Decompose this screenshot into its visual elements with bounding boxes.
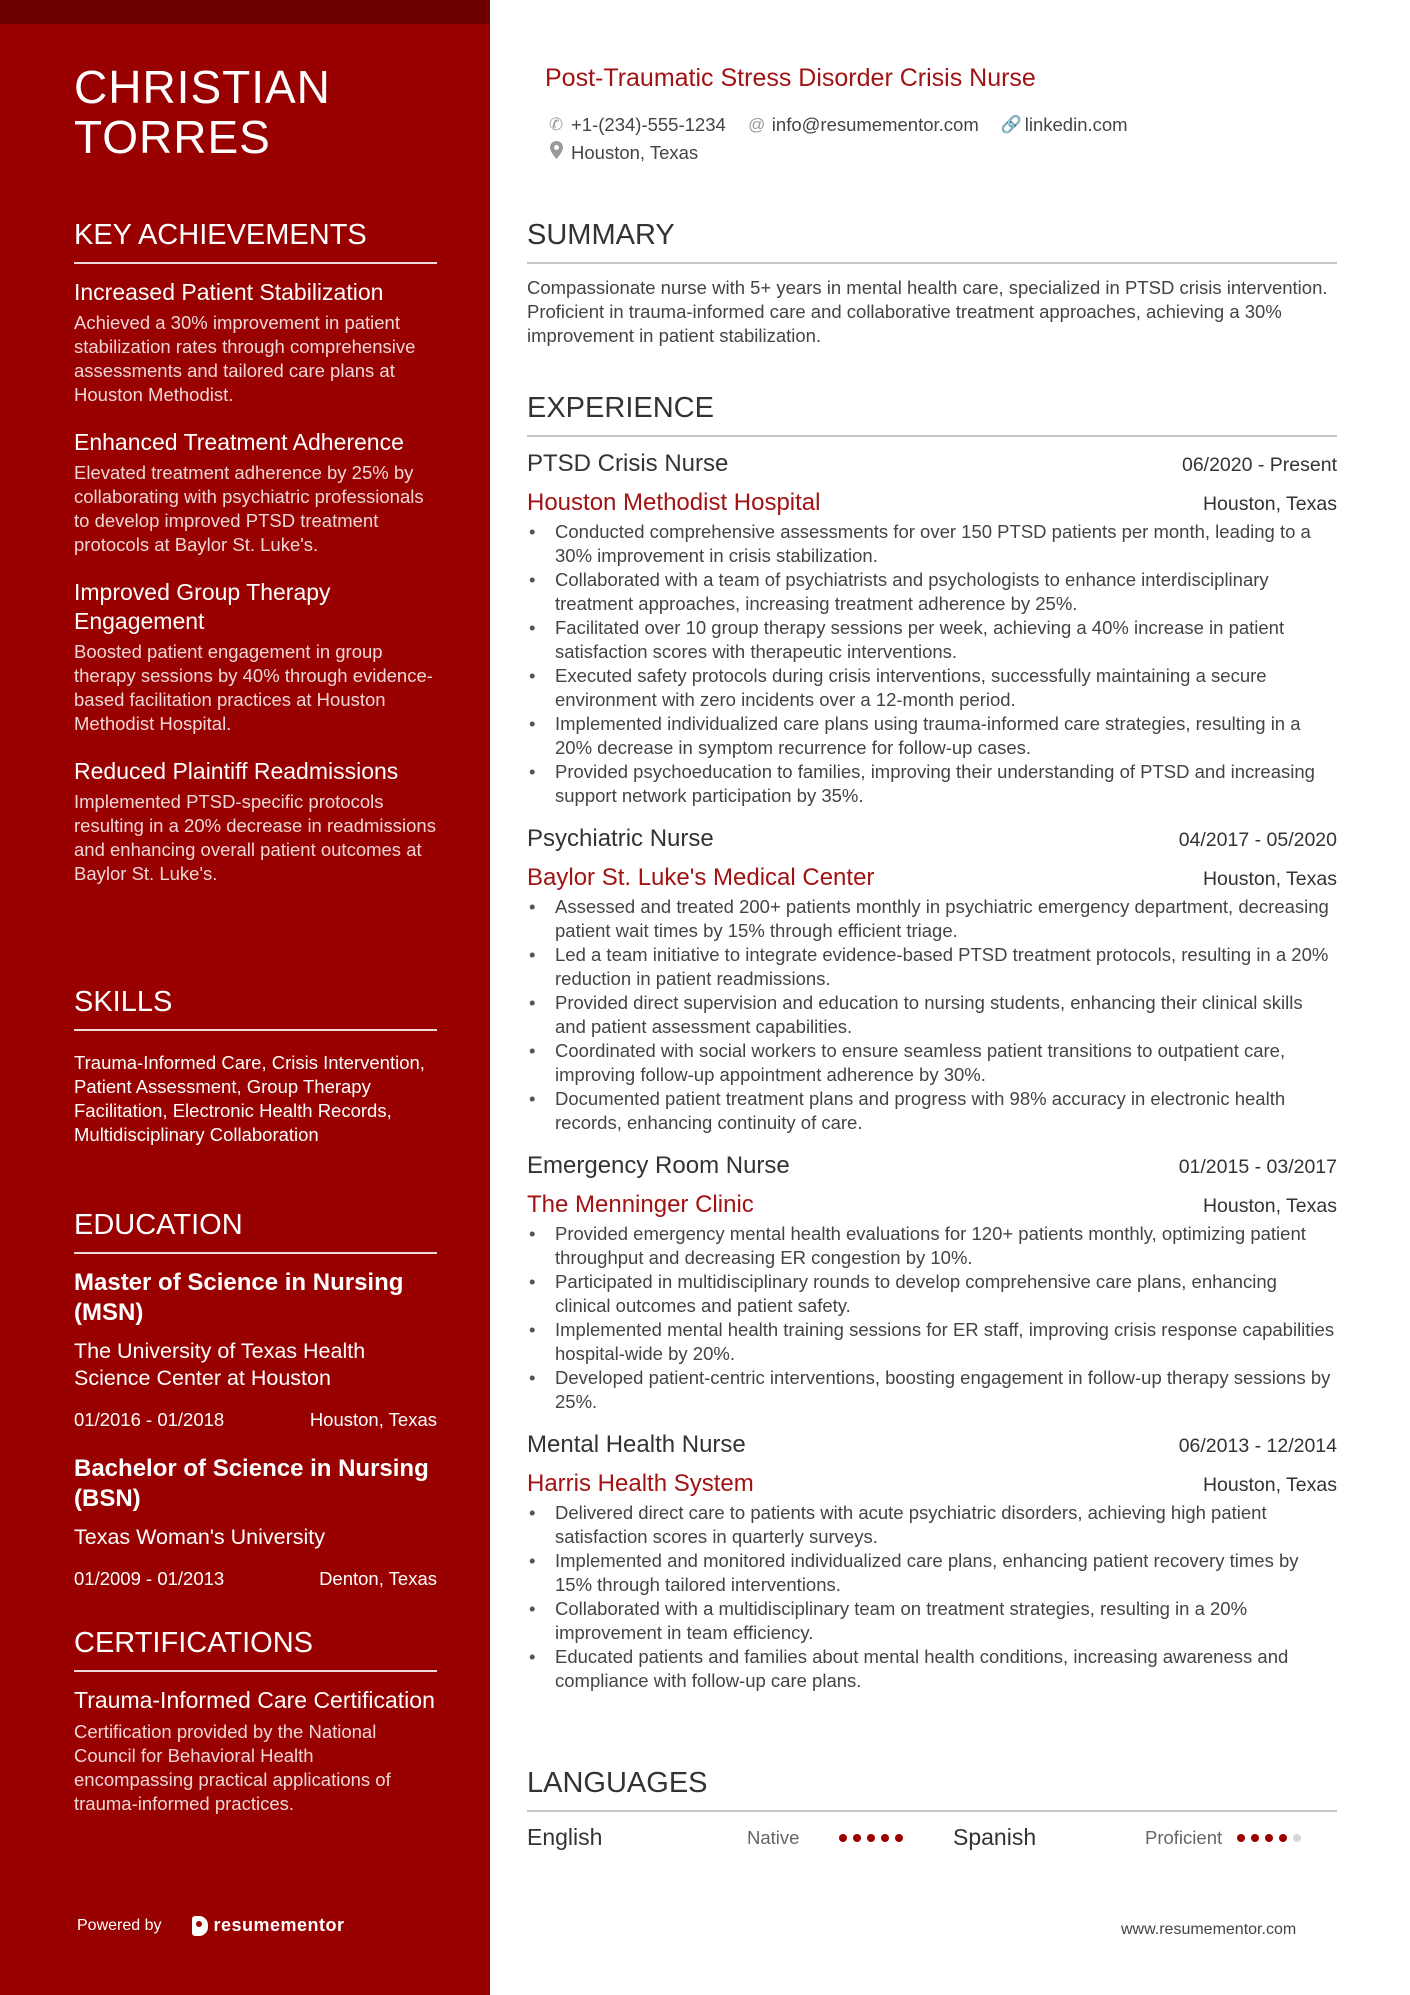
skills-title: SKILLS [74, 985, 437, 1031]
language-level: Proficient [1145, 1826, 1223, 1848]
rating-dot-empty [1293, 1834, 1301, 1842]
powered-by-label: Powered by [77, 1916, 162, 1934]
achievement-title: Reduced Plaintiff Readmissions [74, 758, 399, 784]
job-bullets [527, 520, 1337, 808]
link-icon: 🔗 [1000, 115, 1022, 134]
achievement-description: Elevated treatment adherence by 25% by collaborating with psychiatric professionals to develop improved PTSD treatment protocols at Baylor St. Luke's. [74, 462, 424, 555]
job-header [527, 824, 1337, 854]
education-location: Houston, Texas [309, 1409, 437, 1430]
experience-section [527, 391, 1337, 1709]
resumementor-logo-icon [192, 1916, 208, 1936]
achievement-description: Achieved a 30% improvement in patient stabilization rates through comprehensive assessments and tailored care plans at Houston Methodist. [74, 312, 416, 405]
rating-dot-filled [881, 1834, 889, 1842]
skills-section [74, 985, 437, 1147]
contact-phone[interactable] [547, 114, 726, 136]
job-subheader [527, 488, 1337, 518]
job-header [527, 449, 1337, 479]
job-bullet: • Documented patient treatment plans and progress with 98% accuracy in electronic health records, enhancing continuity of care. [527, 1087, 1337, 1135]
job-header [527, 1151, 1337, 1181]
phone-icon: ✆ [548, 115, 564, 134]
job-bullet: • Provided psychoeducation to families, improving their understanding of PTSD and increasing support network participation by 35%. [527, 760, 1337, 808]
job-bullet: • Delivered direct care to patients with acute psychiatric disorders, achieving high patient satisfaction scores in quarterly surveys. [527, 1501, 1337, 1549]
job-bullet: • Implemented individualized care plans using trauma-informed care strategies, resulting in a 20% decrease in symptom recurrence for follow-up cases. [527, 712, 1337, 760]
job-role: Emergency Room Nurse [527, 1152, 790, 1179]
job-dates: 01/2015 - 03/2017 [1178, 1156, 1337, 1178]
certification-item [74, 1686, 437, 1816]
language-item [527, 1824, 953, 1851]
job-bullets [527, 895, 1337, 1135]
achievements-section [74, 218, 437, 907]
rating-dot-filled [839, 1834, 847, 1842]
job-bullet: • Conducted comprehensive assessments for over 150 PTSD patients per month, leading to a 30% improvement in crisis stabilization. [527, 520, 1337, 568]
education-degree: Bachelor of Science in Nursing (BSN) [74, 1455, 429, 1512]
experience-title: EXPERIENCE [527, 391, 1337, 437]
education-title: EDUCATION [74, 1208, 437, 1254]
job-header [527, 1430, 1337, 1460]
language-level: Native [747, 1826, 800, 1848]
education-school: Texas Woman's University [74, 1525, 326, 1549]
job-dates: 06/2013 - 12/2014 [1178, 1435, 1337, 1457]
contact-location [547, 141, 698, 164]
contact-row [547, 114, 1150, 136]
location-pin-icon [547, 141, 565, 164]
languages-section [527, 1766, 1337, 1851]
rating-dot-filled [1265, 1834, 1273, 1842]
job-bullet: • Executed safety protocols during crisis interventions, successfully maintaining a secure environment with zero incidents over a 12-month period. [527, 664, 1337, 712]
summary-section [527, 218, 1337, 348]
job-bullet: • Educated patients and families about mental health conditions, increasing awareness and compliance with follow-up care plans. [527, 1645, 1337, 1693]
rating-dot-filled [895, 1834, 903, 1842]
rating-dot-filled [1279, 1834, 1287, 1842]
job-bullets [527, 1222, 1337, 1414]
language-rating [1237, 1834, 1307, 1842]
candidate-name: CHRISTIAN TORRES [74, 61, 331, 163]
target-job-title: Post-Traumatic Stress Disorder Crisis Nurse [545, 64, 1036, 92]
language-name: English [527, 1824, 603, 1850]
job-subheader [527, 863, 1337, 893]
job-bullet: • Developed patient-centric interventions, boosting engagement in follow-up therapy sessions by 25%. [527, 1366, 1337, 1414]
powered-by [77, 1915, 345, 1936]
achievements-title: KEY ACHIEVEMENTS [74, 218, 437, 264]
job-company: Houston Methodist Hospital [527, 489, 821, 516]
phone-text: +1-(234)-555-1234 [571, 114, 726, 135]
languages-row [527, 1824, 1337, 1851]
main-content [527, 0, 1337, 1995]
job-bullet: • Implemented and monitored individualized care plans, enhancing patient recovery times by 15% through tailored interventions. [527, 1549, 1337, 1597]
achievement-item [74, 578, 437, 736]
job-subheader [527, 1190, 1337, 1220]
job-role: Psychiatric Nurse [527, 825, 714, 852]
contact-row-location [547, 141, 720, 164]
experience-item [527, 1430, 1337, 1693]
job-bullet: • Collaborated with a team of psychiatrists and psychologists to enhance interdisciplinary treatment approaches, increasing treatment adherence by 25%. [527, 568, 1337, 616]
certification-title: Trauma-Informed Care Certification [74, 1687, 435, 1713]
rating-dot-filled [1251, 1834, 1259, 1842]
experience-item [527, 824, 1337, 1135]
language-name: Spanish [953, 1824, 1037, 1850]
language-item [953, 1824, 1337, 1851]
summary-text: Compassionate nurse with 5+ years in mental health care, specialized in PTSD crisis intervention. Proficient in trauma-informed care and collaborative treatment approaches, achieving a 30% improvement in patient stabilization. [527, 277, 1328, 346]
job-subheader [527, 1469, 1337, 1499]
education-item [74, 1454, 437, 1591]
location-text: Houston, Texas [571, 141, 699, 163]
rating-dot-filled [867, 1834, 875, 1842]
achievement-title: Enhanced Treatment Adherence [74, 429, 404, 455]
education-dates: 01/2009 - 01/2013 [74, 1568, 225, 1589]
resumementor-brand[interactable]: resumementor [213, 1915, 345, 1935]
education-meta [74, 1408, 437, 1432]
achievement-title: Increased Patient Stabilization [74, 279, 384, 305]
achievement-item [74, 428, 437, 557]
job-bullet: • Facilitated over 10 group therapy sessions per week, achieving a 40% increase in patient satisfaction scores with therapeutic interventions. [527, 616, 1337, 664]
job-bullet: • Coordinated with social workers to ensure seamless patient transitions to outpatient care, improving follow-up appointment adherence by 30%. [527, 1039, 1337, 1087]
job-dates: 04/2017 - 05/2020 [1178, 829, 1337, 851]
job-location: Houston, Texas [1202, 1195, 1337, 1217]
job-bullet: • Implemented mental health training sessions for ER staff, improving crisis response capabilities hospital-wide by 20%. [527, 1318, 1337, 1366]
education-location: Denton, Texas [319, 1568, 437, 1589]
email-text: info@resumementor.com [771, 114, 979, 135]
certifications-title: CERTIFICATIONS [74, 1626, 437, 1672]
certification-description: Certification provided by the National Council for Behavioral Health encompassing practical applications of trauma-informed practices. [74, 1721, 391, 1814]
education-item [74, 1268, 437, 1432]
achievement-item [74, 757, 437, 886]
experience-item [527, 1151, 1337, 1414]
sidebar [0, 0, 490, 1995]
achievement-title: Improved Group Therapy Engagement [74, 579, 331, 634]
job-location: Houston, Texas [1202, 868, 1337, 890]
job-company: The Menninger Clinic [527, 1191, 754, 1218]
footer-url[interactable]: www.resumementor.com [1121, 1921, 1297, 1938]
job-company: Harris Health System [527, 1470, 754, 1497]
achievement-description: Boosted patient engagement in group therapy sessions by 40% through evidence-based facilitation practices at Houston Methodist Hospital. [74, 641, 433, 734]
education-degree: Master of Science in Nursing (MSN) [74, 1269, 404, 1326]
education-school: The University of Texas Health Science Center at Houston [74, 1339, 366, 1390]
achievement-description: Implemented PTSD-specific protocols resulting in a 20% decrease in readmissions and enhancing overall patient outcomes at Baylor St. Luke's. [74, 791, 436, 884]
achievement-item [74, 278, 437, 407]
job-bullet: • Provided emergency mental health evaluations for 120+ patients monthly, optimizing patient throughput and decreasing ER congestion by 10%. [527, 1222, 1337, 1270]
education-section [74, 1208, 437, 1613]
language-rating [839, 1834, 909, 1842]
skills-list: Trauma-Informed Care, Crisis Intervention, Patient Assessment, Group Therapy Facilitation, Electronic Health Records, Multidisciplinary Collaboration [74, 1052, 425, 1145]
linkedin-text: linkedin.com [1024, 114, 1128, 135]
rating-dot-filled [1237, 1834, 1245, 1842]
job-role: Mental Health Nurse [527, 1431, 746, 1458]
sidebar-top-bar [0, 0, 490, 24]
certifications-section [74, 1626, 437, 1816]
job-bullet: • Participated in multidisciplinary rounds to develop comprehensive care plans, enhancing clinical outcomes and patient safety. [527, 1270, 1337, 1318]
job-company: Baylor St. Luke's Medical Center [527, 864, 875, 891]
languages-title: LANGUAGES [527, 1766, 1337, 1812]
education-dates: 01/2016 - 01/2018 [74, 1409, 225, 1430]
at-icon: @ [748, 115, 766, 134]
contact-linkedin[interactable] [1001, 114, 1128, 136]
job-bullet: • Led a team initiative to integrate evidence-based PTSD treatment protocols, resulting in a 20% reduction in patient readmissions. [527, 943, 1337, 991]
job-location: Houston, Texas [1202, 493, 1337, 515]
job-bullets [527, 1501, 1337, 1693]
education-meta [74, 1567, 437, 1591]
job-dates: 06/2020 - Present [1181, 454, 1337, 476]
job-location: Houston, Texas [1202, 1474, 1337, 1496]
contact-email[interactable] [748, 114, 979, 136]
job-role: PTSD Crisis Nurse [527, 450, 729, 477]
summary-title: SUMMARY [527, 218, 1337, 264]
rating-dot-filled [853, 1834, 861, 1842]
job-bullet: • Provided direct supervision and education to nursing students, enhancing their clinical skills and patient assessment capabilities. [527, 991, 1337, 1039]
job-bullet: • Assessed and treated 200+ patients monthly in psychiatric emergency department, decreasing patient wait times by 15% through efficient triage. [527, 895, 1337, 943]
experience-item [527, 449, 1337, 808]
job-bullet: • Collaborated with a multidisciplinary team on treatment strategies, resulting in a 20% improvement in team efficiency. [527, 1597, 1337, 1645]
